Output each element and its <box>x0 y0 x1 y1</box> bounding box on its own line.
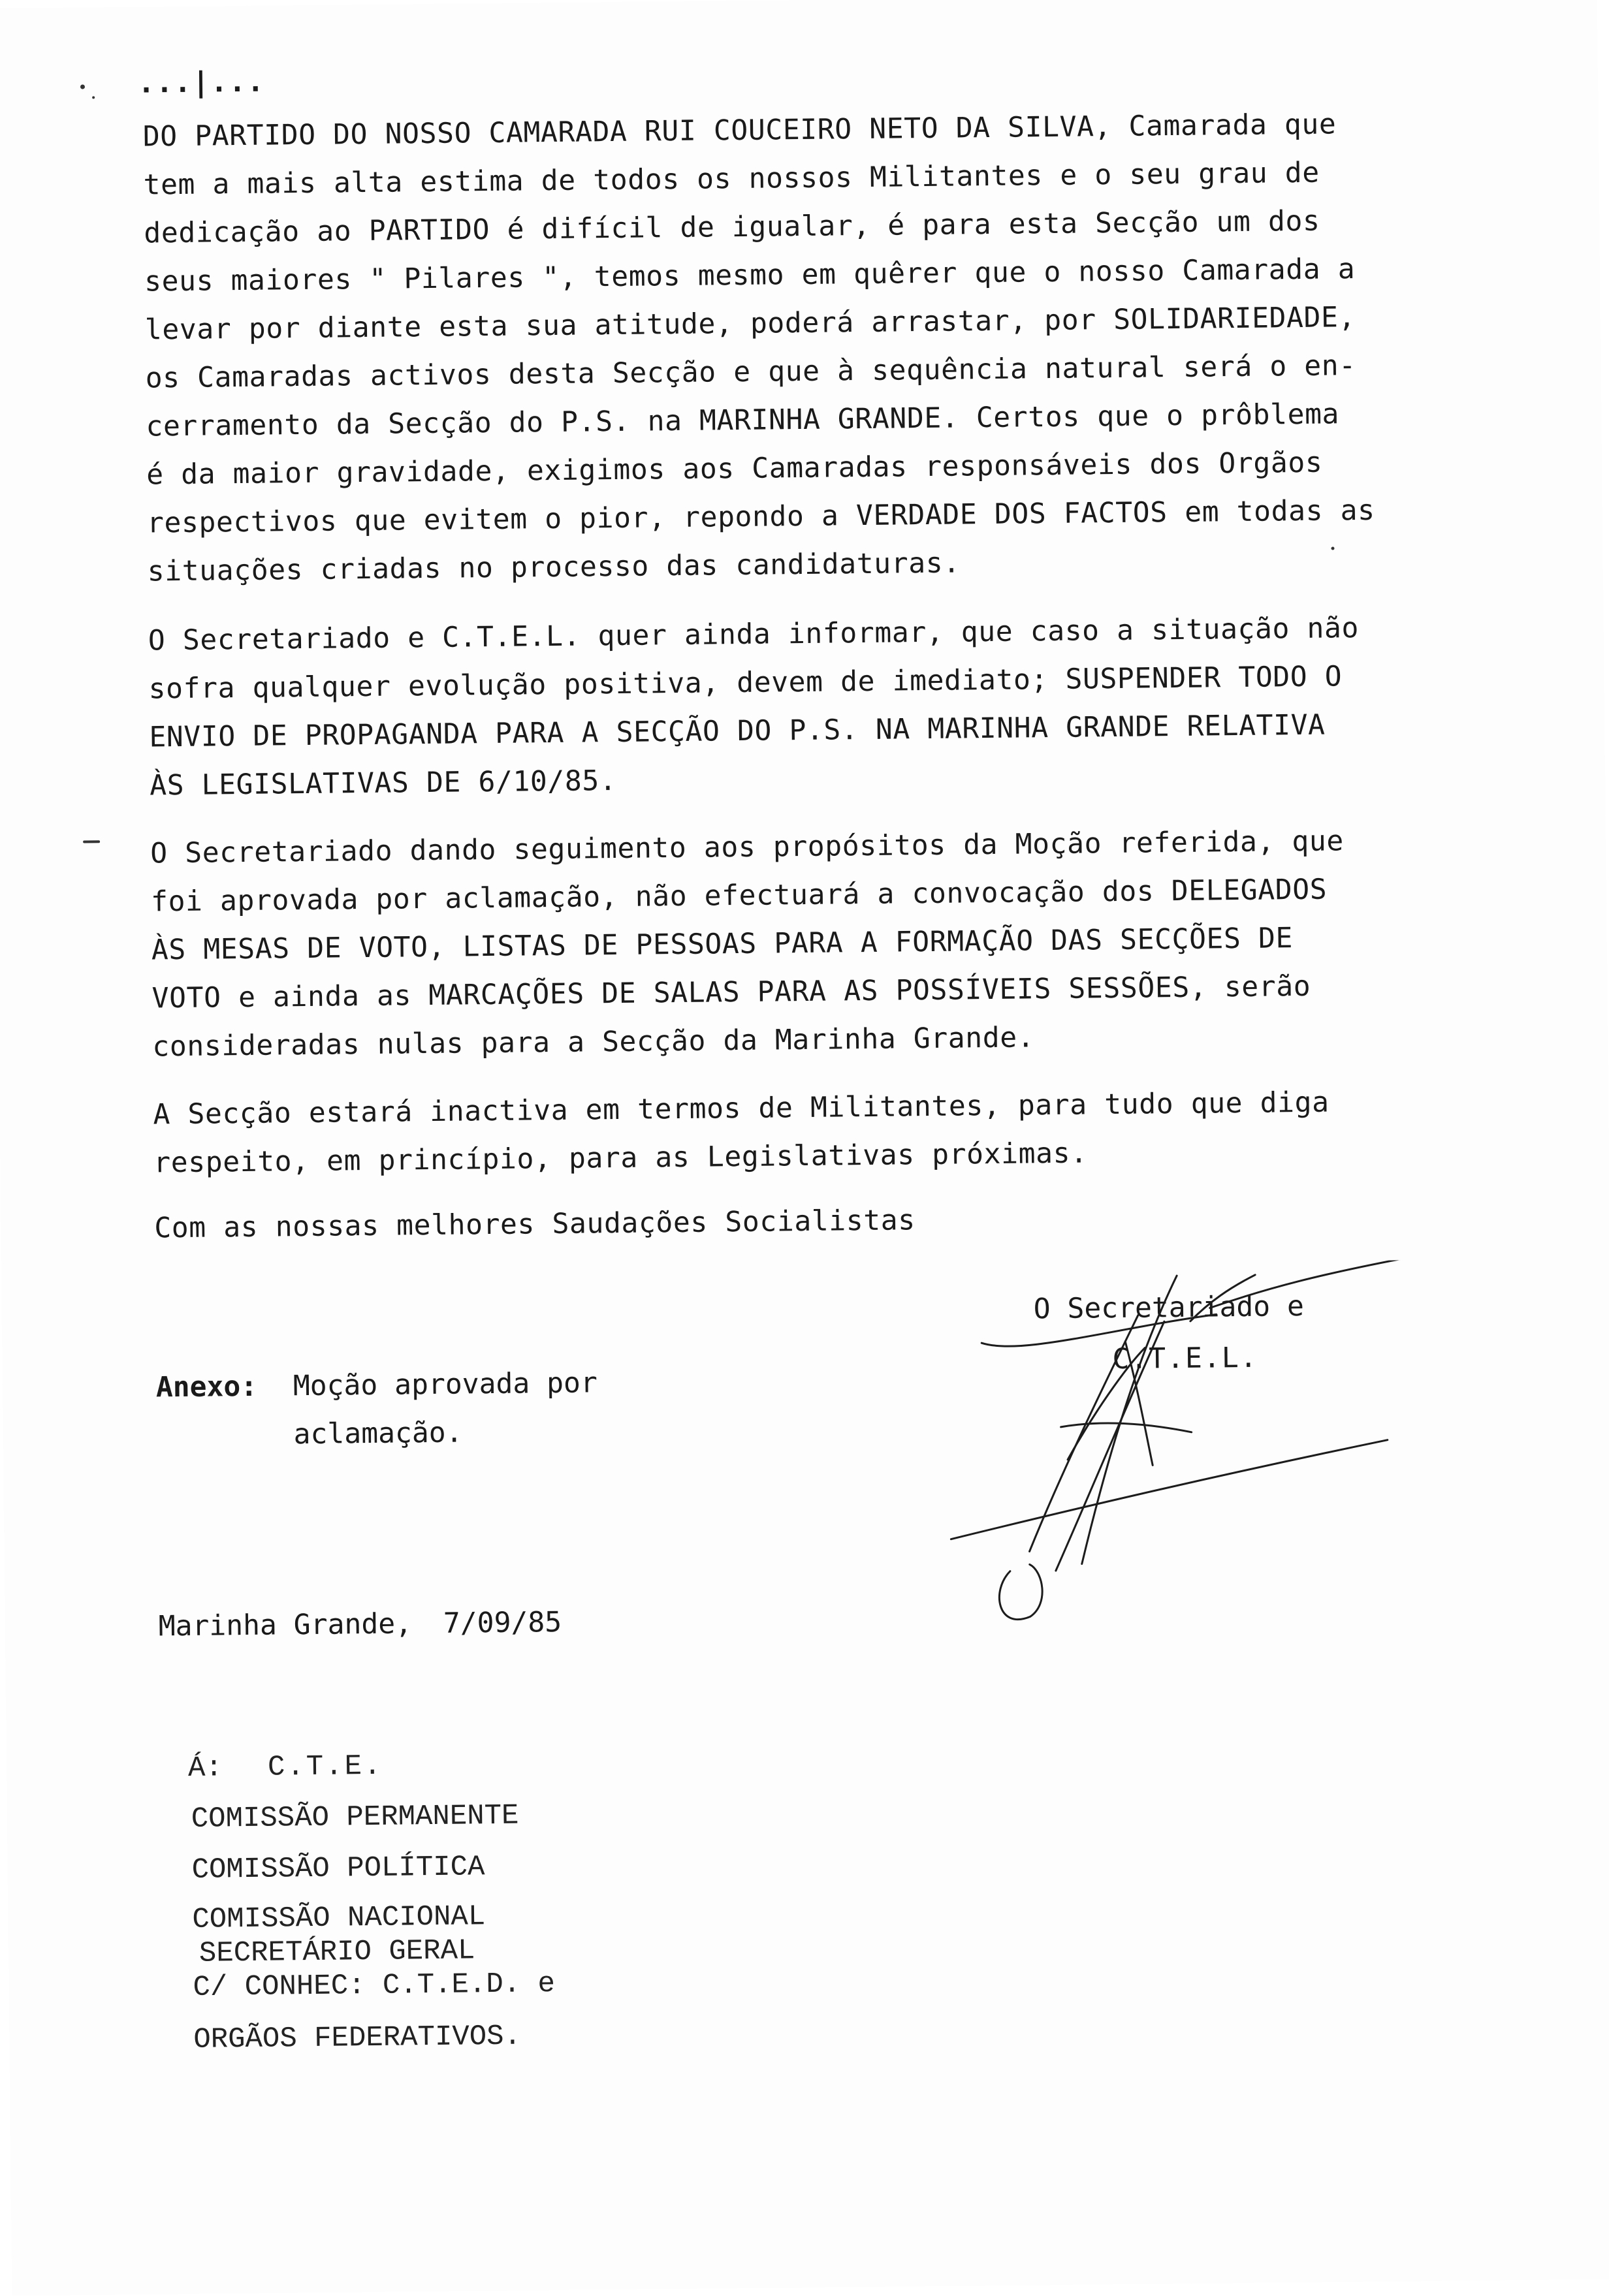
recipient-line: COMISSÃO NACIONAL <box>192 1900 486 1936</box>
body-line: respeito, em princípio, para as Legislativas próximas. <box>153 1137 1088 1180</box>
signatory-line-2: C.T.E.L. <box>1112 1341 1258 1376</box>
body-line: ENVIO DE PROPAGANDA PARA A SECÇÃO DO P.S. NA MARINHA GRANDE RELATIVA <box>149 708 1326 754</box>
body-line: VOTO e ainda as MARCAÇÕES DE SALAS PARA AS POSSÍVEIS SESSÕES, serão <box>151 969 1311 1015</box>
recipients-prefix: Á: <box>187 1752 223 1785</box>
body-line: tem a mais alta estima de todos os nossos Militantes e o seu grau de <box>143 156 1320 202</box>
body-line: seus maiores " Pilares ", temos mesmo em quêrer que o nosso Camarada a <box>144 253 1356 298</box>
continuation-mark: ...|... <box>137 65 266 100</box>
body-line: é da maior gravidade, exigimos aos Camaradas responsáveis dos Orgãos <box>146 446 1323 492</box>
annex-text-line-2: aclamação. <box>293 1416 463 1451</box>
body-line: O Secretariado dando seguimento aos propósitos da Moção referida, que <box>150 825 1345 870</box>
body-line: foi aprovada por aclamação, não efectuará a convocação dos DELEGADOS <box>150 873 1328 919</box>
place: Marinha Grande, <box>158 1607 413 1643</box>
recipient-line: COMISSÃO PERMANENTE <box>191 1799 519 1836</box>
recipient-line: SECRETÁRIO GERAL <box>199 1934 475 1970</box>
recipient-line: ORGÃOS FEDERATIVOS. <box>193 2020 522 2056</box>
body-line: A Secção estará inactiva em termos de Militantes, para tudo que diga <box>153 1086 1330 1131</box>
body-line: levar por diante esta sua atitude, poderá arrastar, por SOLIDARIEDADE, <box>144 301 1356 347</box>
handwritten-signature <box>929 1260 1429 1644</box>
recipient-line: C/ CONHEC: C.T.E.D. e <box>193 1968 556 2004</box>
scan-speck <box>80 84 85 89</box>
body-line: Com as nossas melhores Saudações Socialistas <box>154 1204 916 1245</box>
annex-label: Anexo: <box>155 1370 258 1404</box>
date: 7/09/85 <box>443 1605 562 1640</box>
body-line: situações criadas no processo das candidaturas. <box>147 546 961 588</box>
body-line: DO PARTIDO DO NOSSO CAMARADA RUI COUCEIRO NETO DA SILVA, Camarada que <box>142 108 1337 153</box>
place-line <box>158 1605 562 1643</box>
scan-speck <box>83 840 100 843</box>
body-line: O Secretariado e C.T.E.L. quer ainda informar, que caso a situação não <box>148 612 1360 657</box>
body-line: dedicação ao PARTIDO é difícil de igualar, é para esta Secção um dos <box>144 204 1320 250</box>
body-line: os Camaradas activos desta Secção e que à sequência natural será o en- <box>145 349 1357 395</box>
body-line: sofra qualquer evolução positiva, devem de imediato; SUSPENDER TODO O <box>148 660 1343 706</box>
recipient-line: COMISSÃO POLÍTICA <box>191 1851 485 1887</box>
body-line: respectivos que evitem o pior, repondo a VERDADE DOS FACTOS em todas as <box>146 494 1375 540</box>
body-line: cerramento da Secção do P.S. na MARINHA GRANDE. Certos que o prôblema <box>146 398 1340 443</box>
signatory-line-1: O Secretariado e <box>1033 1290 1305 1326</box>
scan-speck <box>92 96 95 99</box>
scan-speck <box>1331 546 1334 550</box>
body-line: ÀS MESAS DE VOTO, LISTAS DE PESSOAS PARA A FORMAÇÃO DAS SECÇÕES DE <box>151 922 1294 967</box>
body-line: ÀS LEGISLATIVAS DE 6/10/85. <box>149 764 617 802</box>
recipient-line: C.T.E. <box>267 1750 383 1784</box>
annex-text-line-1: Moção aprovada por <box>293 1366 598 1403</box>
body-line: consideradas nulas para a Secção da Marinha Grande. <box>152 1021 1035 1063</box>
paragraph-1 <box>0 0 1597 588</box>
